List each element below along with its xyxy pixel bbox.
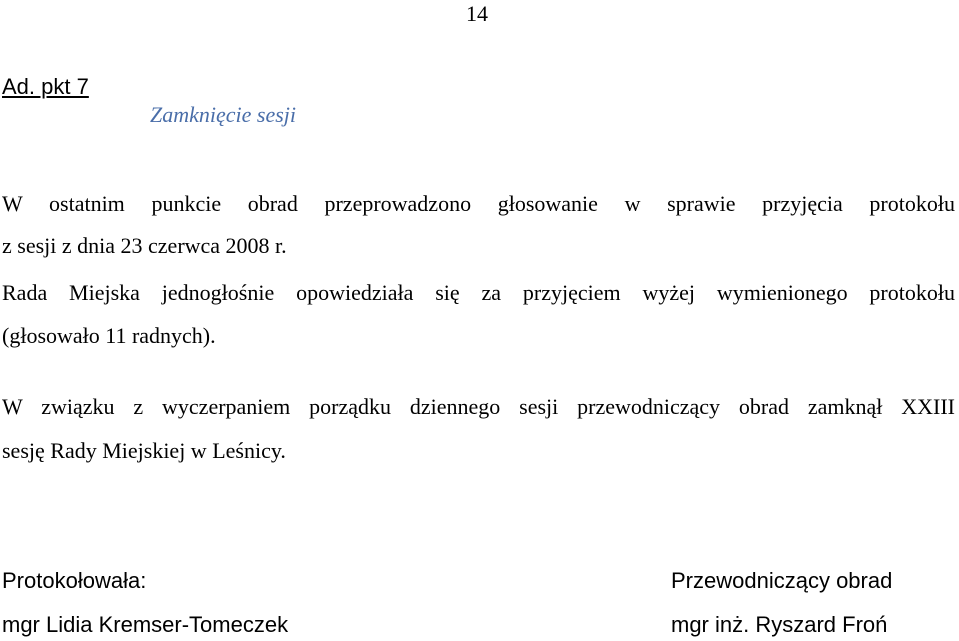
section-heading: Ad. pkt 7 [2,74,89,99]
paragraph-3-line-2: sesję Rady Miejskiej w Leśnicy. [2,438,286,463]
paragraph-1-line-2: z sesji z dnia 23 czerwca 2008 r. [2,233,287,258]
signature-right-role: Przewodniczący obrad [671,568,893,593]
paragraph-3-line-1: W związku z wyczerpaniem porządku dziennego sesji przewodniczący obrad zamknął XXIII [2,394,955,419]
page-number: 14 [466,1,488,26]
signature-right-name: mgr inż. Ryszard Froń [671,612,888,637]
section-subtitle: Zamknięcie sesji [150,102,297,127]
paragraph-1-line-1: W ostatnim punkcie obrad przeprowadzono głosowanie w sprawie przyjęcia protokołu [2,191,955,216]
signature-left-role: Protokołowała: [2,568,147,593]
paragraph-2-line-1: Rada Miejska jednogłośnie opowiedziała się za przyjęciem wyżej wymienionego protokołu [2,280,955,305]
paragraph-2-line-2: (głosowało 11 radnych). [2,323,216,348]
signature-left-name: mgr Lidia Kremser-Tomeczek [2,612,289,637]
